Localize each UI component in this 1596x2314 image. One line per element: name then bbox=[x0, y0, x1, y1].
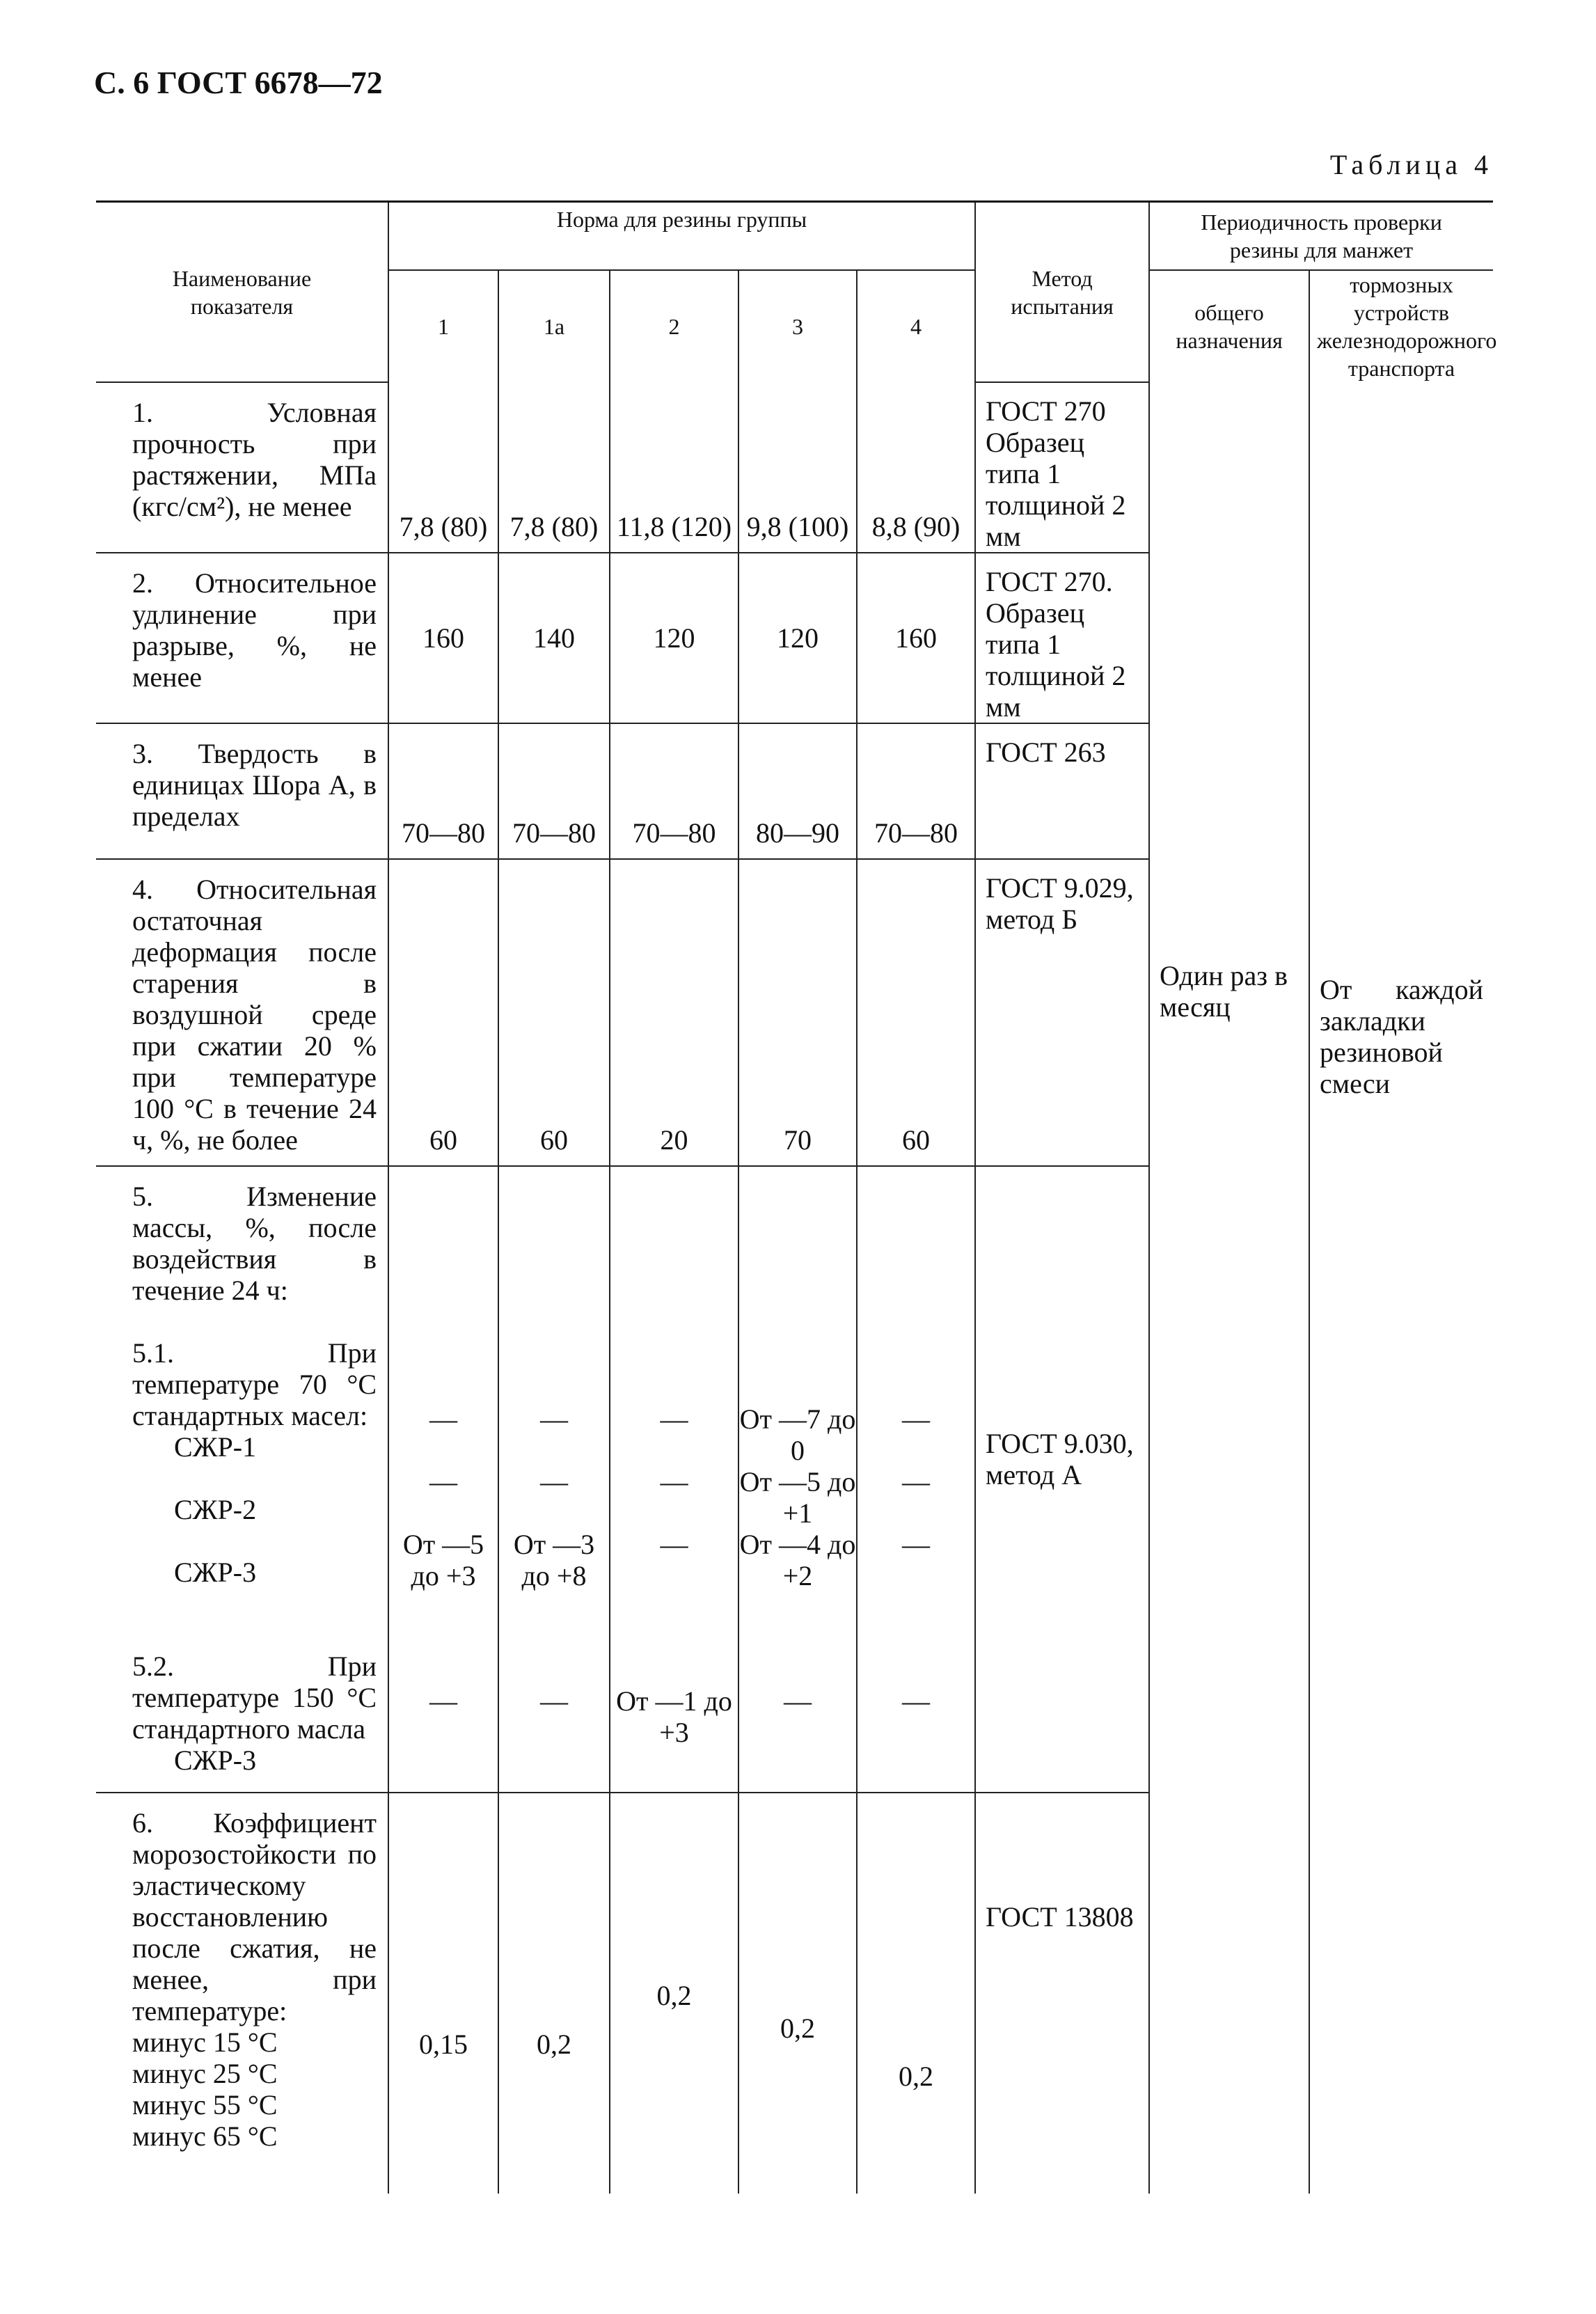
requirements-table bbox=[96, 200, 1497, 2194]
row-5-col-g3 bbox=[738, 1166, 857, 1793]
group-1-header: 1 bbox=[388, 270, 498, 382]
row-5-name bbox=[96, 1166, 388, 1793]
periodicity-general-value: Один раз в месяц bbox=[1149, 382, 1309, 2194]
column-name-header: Наименование показателя bbox=[96, 202, 388, 383]
row-6-name bbox=[96, 1793, 388, 2194]
row-4-method: ГОСТ 9.029, метод Б bbox=[975, 859, 1149, 1166]
row-5-1-label-szhr1: СЖР-1 bbox=[174, 1431, 257, 1463]
row-6-temp-15: минус 15 °С bbox=[132, 2026, 278, 2058]
row-1-method: ГОСТ 270 Образец типа 1 толщиной 2 мм bbox=[975, 382, 1149, 553]
row-5-szhr3-g2: — bbox=[660, 1529, 688, 1560]
row-5-szhr2-g4: — bbox=[902, 1466, 930, 1497]
row-2-value-g1a: 140 bbox=[498, 553, 610, 723]
row-1-name: 1. Условная прочность при растяжении, МПа (кгс/см²), не менее bbox=[96, 382, 388, 553]
row-4-value-g1: 60 bbox=[388, 859, 498, 1166]
row-1-value-g4: 8,8 (90) bbox=[857, 382, 975, 553]
periodicity-brake-value: От каждой закладки резиновой смеси bbox=[1309, 382, 1493, 2194]
row-1-value-g1a: 7,8 (80) bbox=[498, 382, 610, 553]
row-3-value-g1: 70—80 bbox=[388, 723, 498, 859]
row-5-2-title: 5.2. При температуре 150 °С стандартного масла bbox=[132, 1651, 377, 1745]
row-3-value-g2: 70—80 bbox=[610, 723, 738, 859]
row-2-value-g3: 120 bbox=[738, 553, 857, 723]
row-4-name: 4. Относительная остаточная деформация после старения в воздушной среде при сжатии 20 % при температуре 100 °С в течение 24 ч, %, не более bbox=[96, 859, 388, 1166]
group-3-header: 3 bbox=[738, 270, 857, 382]
row-5-2-label-szhr3: СЖР-3 bbox=[174, 1745, 257, 1776]
row-6-title: 6. Коэффициент морозостойкости по эластическому восстановлению после сжатия, не менее, при температуре: bbox=[132, 1807, 377, 2026]
row-5-2-g1: — bbox=[429, 1685, 457, 1717]
row-5-szhr2-g1: — bbox=[429, 1466, 457, 1497]
group-4-header: 4 bbox=[857, 270, 975, 382]
row-5-szhr2-g3: От —5 до +1 bbox=[739, 1466, 856, 1529]
row-4-value-g3: 70 bbox=[738, 859, 857, 1166]
row-5-method: ГОСТ 9.030, метод А bbox=[975, 1166, 1149, 1793]
row-5-title: 5. Изменение массы, %, после воздействия в течение 24 ч: bbox=[132, 1181, 377, 1306]
row-2-value-g2: 120 bbox=[610, 553, 738, 723]
row-5-szhr1-g2: — bbox=[660, 1403, 688, 1435]
row-5-col-g1 bbox=[388, 1166, 498, 1793]
row-3-name: 3. Твердость в единицах Шора А, в пределах bbox=[96, 723, 388, 859]
row-6-value-g1a: 0,2 bbox=[498, 1793, 610, 2194]
page-header: С. 6 ГОСТ 6678—72 bbox=[94, 65, 383, 100]
row-2-value-g4: 160 bbox=[857, 553, 975, 723]
row-3-value-g4: 70—80 bbox=[857, 723, 975, 859]
row-5-szhr1-g3: От —7 до 0 bbox=[739, 1403, 856, 1466]
row-5-2-g1a: — bbox=[540, 1685, 568, 1717]
row-6-value-g1: 0,15 bbox=[388, 1793, 498, 2194]
row-1-value-g3: 9,8 (100) bbox=[738, 382, 857, 553]
row-5-col-g1a bbox=[498, 1166, 610, 1793]
row-6-method: ГОСТ 13808 bbox=[975, 1793, 1149, 2194]
row-5-2-g3: — bbox=[784, 1685, 812, 1717]
row-4-value-g1a: 60 bbox=[498, 859, 610, 1166]
row-6-value-g2: 0,2 bbox=[610, 1793, 738, 2194]
periodicity-header: Периодичность проверки резины для манжет bbox=[1149, 202, 1493, 271]
row-5-1-title: 5.1. При температуре 70 °С стандартных масел: bbox=[132, 1337, 377, 1431]
table-caption: Таблица 4 bbox=[1329, 149, 1493, 180]
row-3-method: ГОСТ 263 bbox=[975, 723, 1149, 859]
row-5-1-label-szhr3: СЖР-3 bbox=[174, 1557, 257, 1588]
row-5-col-g2 bbox=[610, 1166, 738, 1793]
row-3-value-g3: 80—90 bbox=[738, 723, 857, 859]
row-5-2-g2: От —1 до +3 bbox=[616, 1685, 732, 1748]
row-5-1-label-szhr2: СЖР-2 bbox=[174, 1494, 257, 1525]
general-header: общего назначения bbox=[1149, 270, 1309, 382]
row-5-szhr3-g3: От —4 до +2 bbox=[739, 1529, 856, 1591]
row-6-temp-65: минус 65 °С bbox=[132, 2120, 278, 2152]
row-3-value-g1a: 70—80 bbox=[498, 723, 610, 859]
row-5-szhr1-g1a: — bbox=[540, 1403, 568, 1435]
method-header: Метод испытания bbox=[975, 202, 1149, 383]
row-1-value-g1: 7,8 (80) bbox=[388, 382, 498, 553]
row-5-szhr1-g4: — bbox=[902, 1403, 930, 1435]
group-2-header: 2 bbox=[610, 270, 738, 382]
row-4-value-g2: 20 bbox=[610, 859, 738, 1166]
row-6-value-g4: 0,2 bbox=[857, 1793, 975, 2194]
row-5-szhr3-g1: От —5 до +3 bbox=[402, 1529, 484, 1591]
row-6-temp-25: минус 25 °С bbox=[132, 2058, 278, 2089]
row-5-szhr3-g4: — bbox=[902, 1529, 930, 1560]
row-4-value-g4: 60 bbox=[857, 859, 975, 1166]
row-6-temp-55: минус 55 °С bbox=[132, 2089, 278, 2120]
group-1a-header: 1а bbox=[498, 270, 610, 382]
row-5-col-g4 bbox=[857, 1166, 975, 1793]
norm-group-header: Норма для резины группы bbox=[388, 202, 975, 271]
row-2-method: ГОСТ 270. Образец типа 1 толщиной 2 мм bbox=[975, 553, 1149, 723]
row-5-szhr2-g1a: — bbox=[540, 1466, 568, 1497]
brake-header: тормозных устройств железнодорожного транспорта bbox=[1309, 270, 1493, 382]
row-6-value-g3: 0,2 bbox=[738, 1793, 857, 2194]
row-5-szhr2-g2: — bbox=[660, 1466, 688, 1497]
row-5-szhr1-g1: — bbox=[429, 1403, 457, 1435]
row-2-value-g1: 160 bbox=[388, 553, 498, 723]
row-2-name: 2. Относительное удлинение при разрыве, %, не менее bbox=[96, 553, 388, 723]
row-1-value-g2: 11,8 (120) bbox=[610, 382, 738, 553]
row-5-2-g4: — bbox=[902, 1685, 930, 1717]
row-5-szhr3-g1a: От —3 до +8 bbox=[513, 1529, 595, 1591]
